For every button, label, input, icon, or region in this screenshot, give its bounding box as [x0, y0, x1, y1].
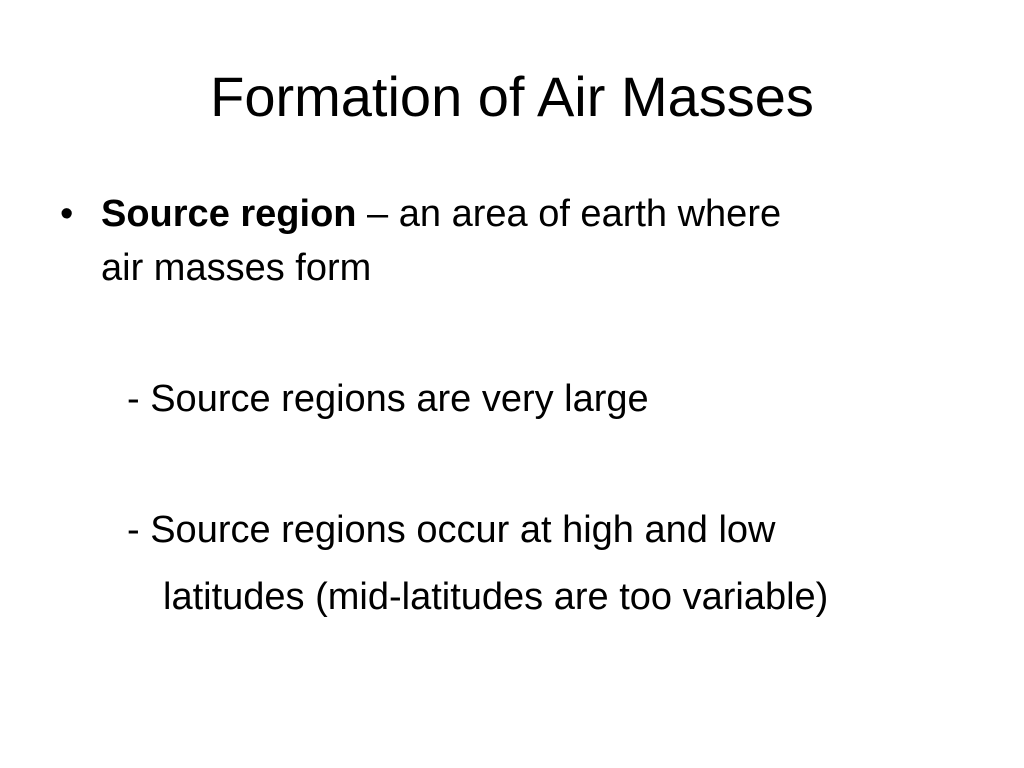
bullet-definition: – an area of earth where [356, 193, 782, 235]
slide-title: Formation of Air Masses [210, 65, 814, 128]
sub-point-large: - Source regions are very large [127, 378, 649, 420]
sub-point-latitudes-continued: latitudes (mid-latitudes are too variable) [163, 576, 829, 618]
bullet-item-line-1 [101, 191, 781, 237]
bullet-term: Source region [101, 193, 357, 235]
sub-point-latitudes: - Source regions occur at high and low [127, 509, 776, 551]
bullet-item-line-2: air masses form [101, 247, 372, 289]
bullet-icon: • [60, 193, 74, 235]
